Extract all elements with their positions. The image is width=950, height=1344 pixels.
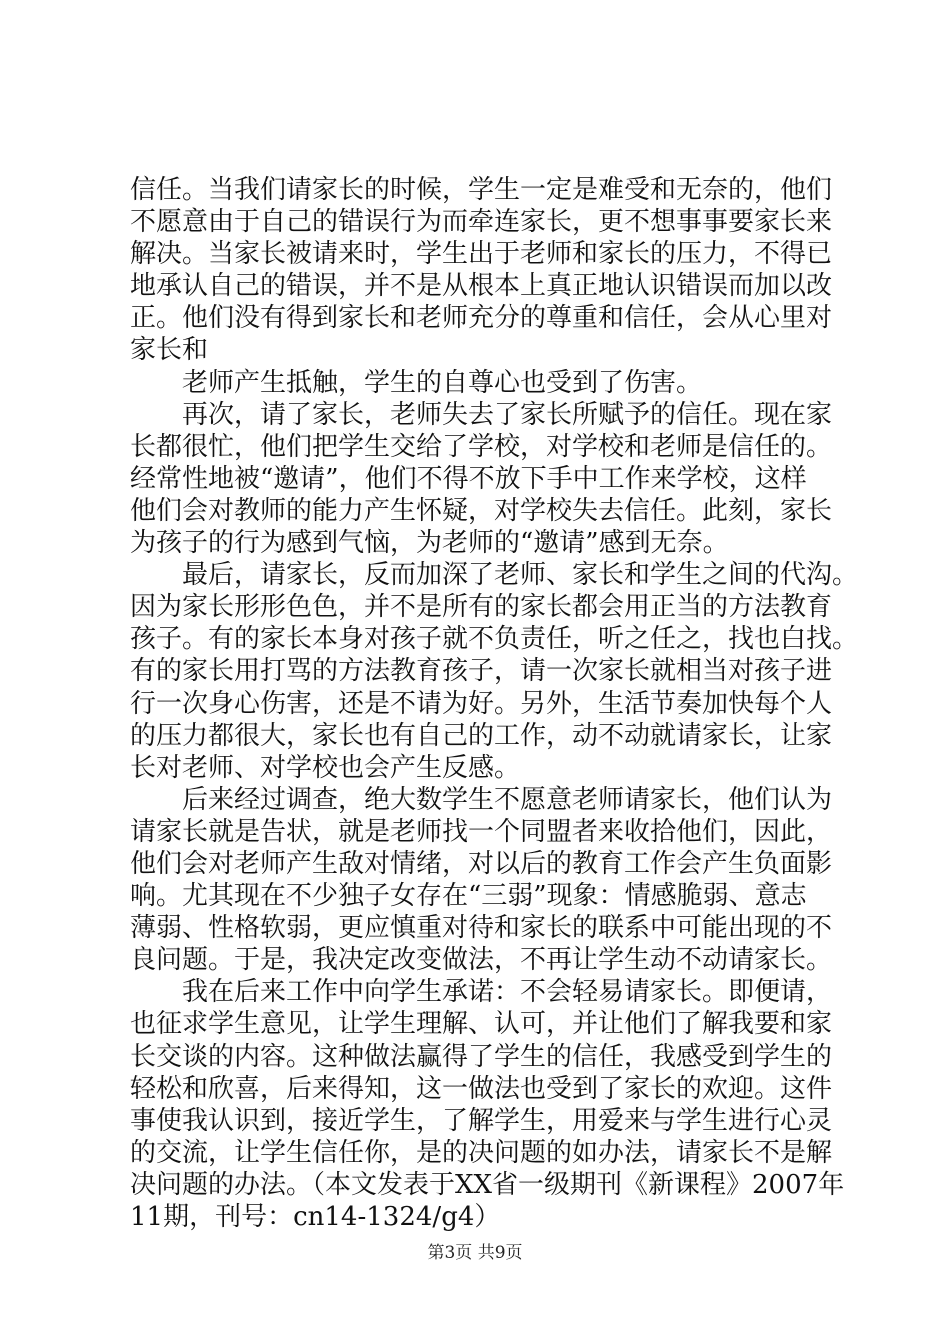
paragraph-start-line: 我在后来工作中向学生承诺：不会轻易请家长。即便请， (182, 977, 833, 1008)
text-line: 的压力都很大，家长也有自己的工作，动不动就请家长，让家 (130, 720, 833, 751)
document-body (130, 174, 859, 1233)
text-line: 轻松和欣喜，后来得知，这一做法也受到了家长的欢迎。这件 (130, 1073, 833, 1104)
page-number-footer: 第3页 共9页 (427, 1243, 523, 1263)
text-line: 的交流，让学生信任你，是的决问题的如办法，请家长不是解 (130, 1137, 833, 1168)
text-line: 他们会对老师产生敌对情绪，对以后的教育工作会产生负面影 (130, 848, 833, 879)
text-line: 长都很忙，他们把学生交给了学校，对学校和老师是信任的。 (130, 431, 833, 462)
text-line: 正。他们没有得到家长和老师充分的尊重和信任，会从心里对 (130, 303, 833, 334)
text-line: 决问题的办法。（本文发表于XX省一级期刊《新课程》2007年 (130, 1169, 845, 1200)
paragraph-start-line: 再次，请了家长，老师失去了家长所赋予的信任。现在家 (182, 399, 833, 430)
text-line: 良问题。于是，我决定改变做法，不再让学生动不动请家长。 (130, 945, 833, 976)
text-line: 响。尤其现在不少独子女存在“三弱”现象：情感脆弱、意志 (130, 881, 807, 912)
text-line: 地承认自己的错误，并不是从根本上真正地认识错误而加以改 (130, 271, 833, 302)
text-line: 不愿意由于自己的错误行为而牵连家长，更不想事事要家长来 (130, 207, 833, 238)
paragraph-start-line: 后来经过调查，绝大数学生不愿意老师请家长，他们认为 (182, 784, 833, 815)
text-line: 有的家长用打骂的方法教育孩子，请一次家长就相当对孩子进 (130, 656, 833, 687)
text-line: 信任。当我们请家长的时候，学生一定是难受和无奈的，他们 (130, 175, 833, 205)
text-line: 长对老师、对学校也会产生反感。 (130, 752, 521, 783)
text-line: 为孩子的行为感到气恼，为老师的“邀请”感到无奈。 (130, 528, 729, 559)
text-line: 行一次身心伤害，还是不请为好。另外，生活节奏加快每个人 (130, 688, 833, 719)
paragraph-start-line: 最后，请家长，反而加深了老师、家长和学生之间的代沟。 (182, 560, 859, 591)
text-line: 事使我认识到，接近学生，了解学生，用爱来与学生进行心灵 (130, 1105, 833, 1136)
text-line: 家长和 (130, 335, 209, 366)
text-line: 解决。当家长被请来时，学生出于老师和家长的压力，不得已 (130, 239, 833, 270)
text-line: 11期，刊号：cn14-1324/g4） (130, 1202, 501, 1232)
text-line: 请家长就是告状，就是老师找一个同盟者来收拾他们，因此， (130, 816, 833, 847)
text-line: 老师产生抵触，学生的自尊心也受到了伤害。 (182, 367, 703, 398)
text-line: 也征求学生意见，让学生理解、认可，并让他们了解我要和家 (130, 1009, 833, 1040)
text-line: 薄弱、性格软弱，更应慎重对待和家长的联系中可能出现的不 (130, 913, 833, 944)
text-line: 他们会对教师的能力产生怀疑，对学校失去信任。此刻，家长 (130, 495, 833, 526)
text-line: 长交谈的内容。这种做法赢得了学生的信任，我感受到学生的 (130, 1041, 833, 1072)
text-line: 孩子。有的家长本身对孩子就不负责任，听之任之，找也白找。 (130, 624, 859, 655)
text-line: 因为家长形形色色，并不是所有的家长都会用正当的方法教育 (130, 592, 833, 623)
text-line: 经常性地被“邀请”，他们不得不放下手中工作来学校，这样 (130, 463, 807, 494)
